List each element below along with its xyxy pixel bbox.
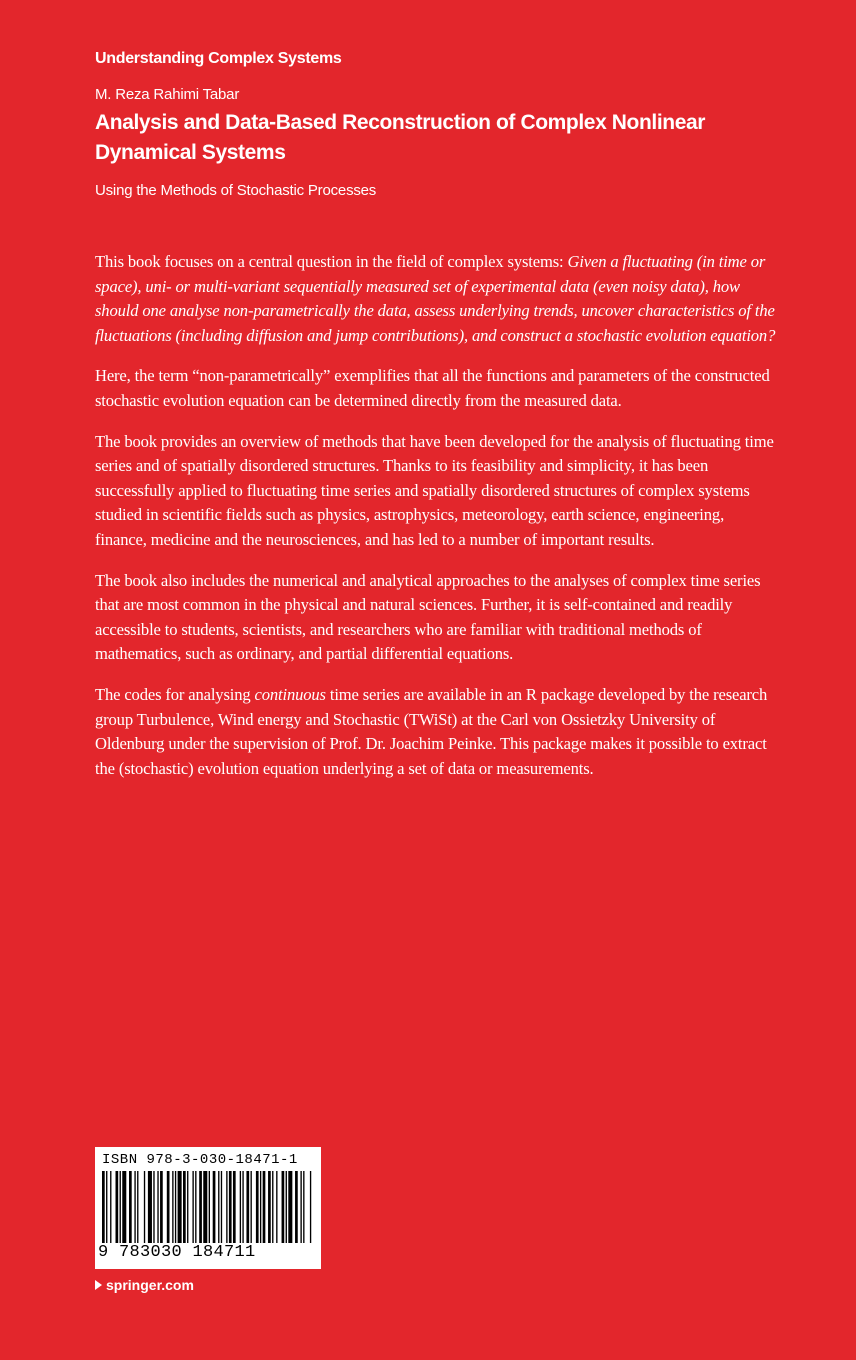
- author-name: M. Reza Rahimi Tabar: [95, 86, 240, 103]
- book-subtitle: Using the Methods of Stochastic Processes: [95, 182, 377, 199]
- blurb-paragraph-5: [95, 683, 777, 781]
- barcode-digits: 9 783030 184711: [98, 1243, 256, 1262]
- isbn-label: ISBN 978-3-030-18471-1: [102, 1152, 298, 1168]
- blurb-intro: This book focuses on a central question in the field of complex systems:: [95, 252, 568, 271]
- blurb-p5-before: The codes for analysing: [95, 684, 255, 704]
- arrow-right-icon: [95, 1280, 102, 1290]
- series-name: Understanding Complex Systems: [95, 50, 342, 67]
- blurb-p5-italic: continuous: [254, 684, 326, 704]
- blurb-paragraph-4: The book also includes the numerical and analytical approaches to the analyses of complex time series that are most common in the physical and natural sciences. Further, it is self-contained and readily accessible to students, scientists, and researchers who are familiar with traditional methods of mathematics, such as ordinary, and partial differential equations.: [95, 570, 761, 664]
- book-title: Analysis and Data-Based Reconstruction of Complex Nonlinear Dynamical Systems: [95, 111, 706, 164]
- blurb-paragraph-3: The book provides an overview of methods that have been developed for the analysis of fluctuating time series and of spatially disordered structures. Thanks to its feasibility and simplicity, it has been successfully applied to fluctuating time series and spatially disordered structures of complex systems studied in scientific fields such as physics, astrophysics, meteorology, earth science, engineering, finance, medicine and the neurosciences, and has led to a number of important results.: [95, 431, 774, 549]
- publisher-link[interactable]: [95, 1277, 194, 1293]
- barcode-bars: [102, 1171, 314, 1245]
- blurb-p5-after: time series are available in an R package developed by the research group Turbulence, Wind energy and Stochastic (TWiSt) at the Carl von Ossietzky University of Oldenburg under the supervision of Prof. Dr. Joachim Peinke. This package makes it possible to extract the (stochastic) evolution equation underlying a set of data or measurements.: [95, 684, 768, 778]
- blurb: [95, 250, 777, 797]
- publisher-link-text: springer.com: [106, 1277, 194, 1293]
- blurb-paragraph-1: [95, 250, 777, 348]
- isbn-barcode: [95, 1147, 321, 1269]
- blurb-question: Given a fluctuating (in time or space), uni- or multi-variant sequentially measured set of experimental data (even noisy data), how should one analyse non-parametrically the data, assess underlying trends, uncover characteristics of the fluctuations (including diffusion and jump contributions), and construct a stochastic evolution equation?: [95, 252, 776, 345]
- blurb-paragraph-2: Here, the term “non-parametrically” exemplifies that all the functions and parameters of the constructed stochastic evolution equation can be determined directly from the measured data.: [95, 366, 770, 410]
